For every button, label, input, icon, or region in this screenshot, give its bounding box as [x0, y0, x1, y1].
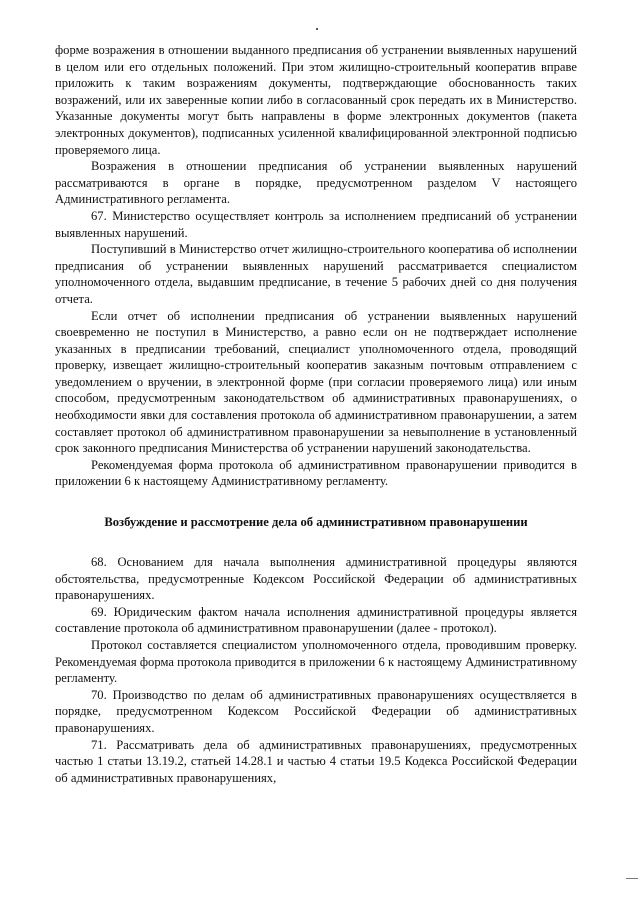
paragraph-protocol-compiled: Протокол составляется специалистом уполномоченного отдела, проводившим проверку. Рекомендуемая форма протокола приводится в приложении 6 к настоящему Административному регламенту. [55, 638, 577, 686]
paragraph-68-grounds: 68. Основанием для начала выполнения административной процедуры являются обстоятельства, предусмотренные Кодексом Российской Федерации об административных правонарушениях. [55, 555, 577, 603]
paragraph-report-missing: Если отчет об исполнении предписания об устранении выявленных нарушений своевременно не поступил в Министерство, а равно если он не подтверждает исполнение указанных в предписании требований, специалист уполномоченного отдела, проводящий проверку, извещает жилищно-строительный кооператив заказным почтовым отправлением с уведомлением о вручении, в электронной форме (при согласии проверяемого лица) или иным способом, предусмотренным законодательством об административных правонарушениях, о необходимости явки для составления протокола об административном правонарушении, а затем составляет протокол об административном правонарушении за невыполнение в установленный срок законного предписания Министерства об устранении нарушений законодательства. [55, 308, 577, 456]
scan-speck [316, 28, 318, 30]
paragraph-report-review: Поступивший в Министерство отчет жилищно-строительного кооператива об исполнении предписания об устранении выявленных нарушений рассматривается специалистом уполномоченного отдела, выдавшим предписание, в течение 5 рабочих дней со дня получения отчета. [55, 242, 577, 306]
paragraph-70-proceedings: 70. Производство по делам об административных правонарушениях осуществляется в порядке, предусмотренном Кодексом Российской Федерации об административных правонарушениях. [55, 687, 577, 735]
paragraph-objections-review: Возражения в отношении предписания об устранении выявленных нарушений рассматриваются в органе в порядке, предусмотренном разделом V настоящего Административного регламента. [55, 159, 577, 207]
section-heading: Возбуждение и рассмотрение дела об административном правонарушении [104, 515, 528, 530]
paragraph-protocol-form: Рекомендуемая форма протокола об административном правонарушении приводится в приложении 6 к настоящему Административному регламенту. [55, 457, 577, 489]
paragraph-71-consideration: 71. Рассматривать дела об административных правонарушениях, предусмотренных частью 1 статьи 13.19.2, статьей 14.28.1 и частью 4 статьи 19.5 Кодекса Российской Федерации об административных правонарушениях, [55, 737, 577, 785]
paragraph-67-control: 67. Министерство осуществляет контроль за исполнением предписаний об устранении выявленных нарушений. [55, 208, 577, 240]
document-page [55, 42, 577, 786]
paragraph-objection-form: форме возражения в отношении выданного предписания об устранении выявленных нарушений в целом или его отдельных положений. При этом жилищно-строительный кооператив вправе приложить к таким возражениям документы, подтверждающие обоснованность таких возражений, или их заверенные копии либо в согласованный срок передать их в Министерство. Указанные документы могут быть направлены в форме электронных документов (пакета электронных документов), подписанных усиленной квалифицированной электронной подписью проверяемого лица. [55, 43, 577, 157]
paragraph-69-legal-fact: 69. Юридическим фактом начала исполнения административной процедуры является составление протокола об административном правонарушении (далее - протокол). [55, 604, 577, 636]
margin-mark [626, 878, 638, 879]
